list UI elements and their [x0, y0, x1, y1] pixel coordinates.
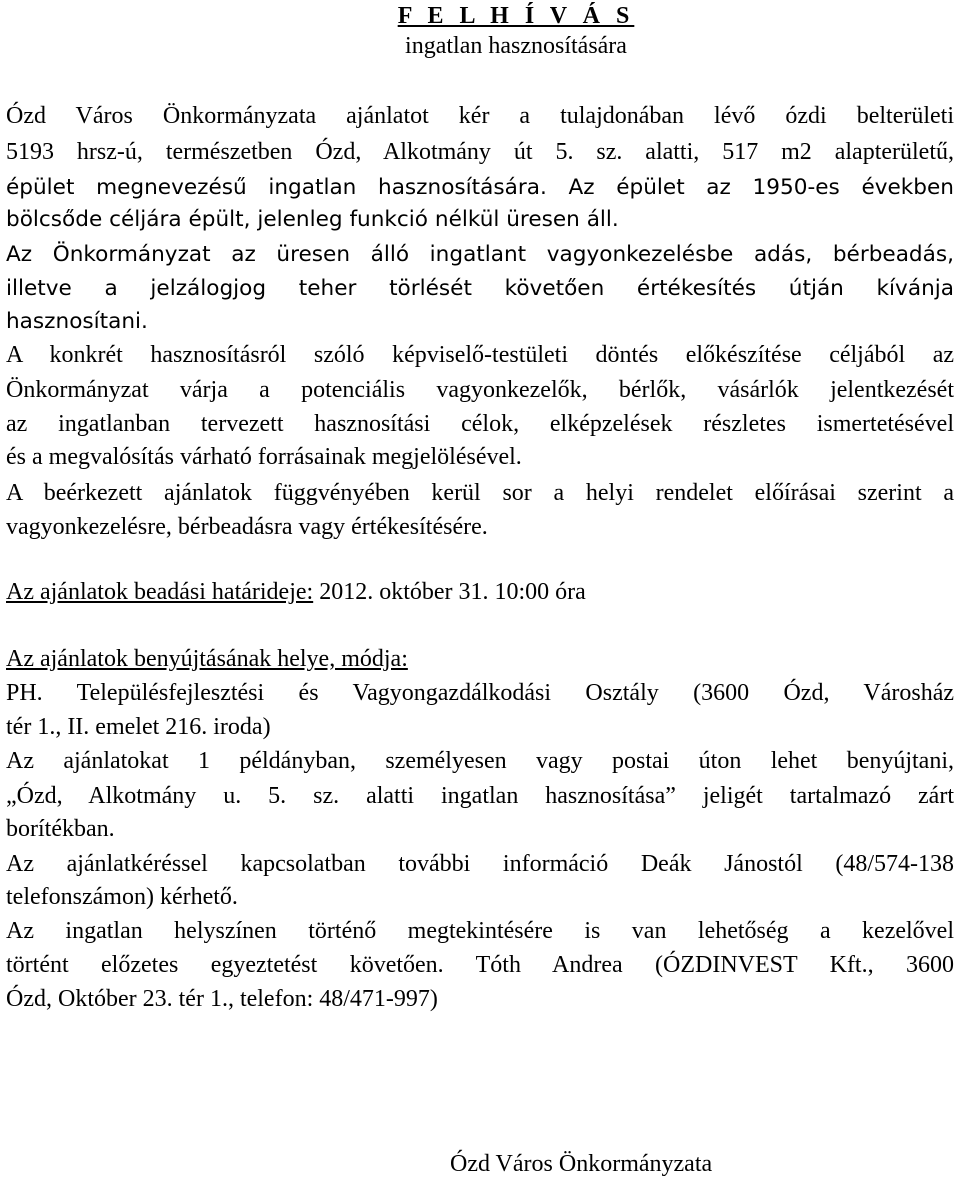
body-line: A konkrét hasznosításról szóló képviselő-testületi döntés előkészítése céljából az	[6, 342, 954, 368]
body-line: bölcsőde céljára épült, jelenleg funkció nélkül üresen áll.	[6, 207, 619, 232]
deadline-line	[6, 579, 954, 606]
document-subtitle: ingatlan hasznosítására	[405, 33, 627, 59]
body-line: és a megvalósítás várható forrásainak megjelölésével.	[6, 444, 522, 470]
body-line: történt előzetes egyeztetést követően. Tóth Andrea (ÓZDINVEST Kft., 3600	[6, 952, 954, 978]
body-line: Önkormányzat várja a potenciális vagyonkezelők, bérlők, vásárlók jelentkezését	[6, 377, 954, 403]
body-line: az ingatlanban tervezett hasznosítási célok, elképzelések részletes ismertetésével	[6, 411, 954, 437]
body-line: 5193 hrsz-ú, természetben Ózd, Alkotmány út 5. sz. alatti, 517 m2 alapterületű,	[6, 139, 954, 165]
body-line: „Ózd, Alkotmány u. 5. sz. alatti ingatlan hasznosítása” jeligét tartalmazó zárt	[6, 783, 954, 809]
body-line: épület megnevezésű ingatlan hasznosítására. Az épület az 1950-es években	[6, 175, 954, 200]
body-line: Az Önkormányzat az üresen álló ingatlant vagyonkezelésbe adás, bérbeadás,	[6, 242, 954, 267]
body-line: Az ajánlatokat 1 példányban, személyesen vagy postai úton lehet benyújtani,	[6, 748, 954, 774]
deadline-value: 2012. október 31. 10:00 óra	[313, 579, 586, 605]
body-line: Ózd, Október 23. tér 1., telefon: 48/471-997)	[6, 986, 438, 1012]
deadline-label: Az ajánlatok beadási határideje:	[6, 579, 314, 605]
submission-heading: Az ajánlatok benyújtásának helye, módja:	[6, 646, 408, 672]
body-line: PH. Településfejlesztési és Vagyongazdálkodási Osztály (3600 Ózd, Városház	[6, 680, 954, 706]
body-line: telefonszámon) kérhető.	[6, 884, 238, 910]
body-line: vagyonkezelésre, bérbeadásra vagy értékesítésére.	[6, 514, 488, 540]
body-line: Az ingatlan helyszínen történő megtekintésére is van lehetőség a kezelővel	[6, 918, 954, 944]
body-line: borítékban.	[6, 816, 115, 842]
body-line: hasznosítani.	[6, 309, 148, 334]
body-line: Az ajánlatkéréssel kapcsolatban további információ Deák Jánostól (48/574-138	[6, 851, 954, 877]
body-line: Ózd Város Önkormányzata ajánlatot kér a tulajdonában lévő ózdi belterületi	[6, 103, 954, 129]
body-line: tér 1., II. emelet 216. iroda)	[6, 714, 271, 740]
document-title: F E L H Í V Á S	[397, 3, 635, 29]
signature: Ózd Város Önkormányzata	[450, 1151, 713, 1177]
body-line: A beérkezett ajánlatok függvényében kerül sor a helyi rendelet előírásai szerint a	[6, 480, 954, 506]
body-line: illetve a jelzálogjog teher törlését követően értékesítés útján kívánja	[6, 276, 954, 301]
